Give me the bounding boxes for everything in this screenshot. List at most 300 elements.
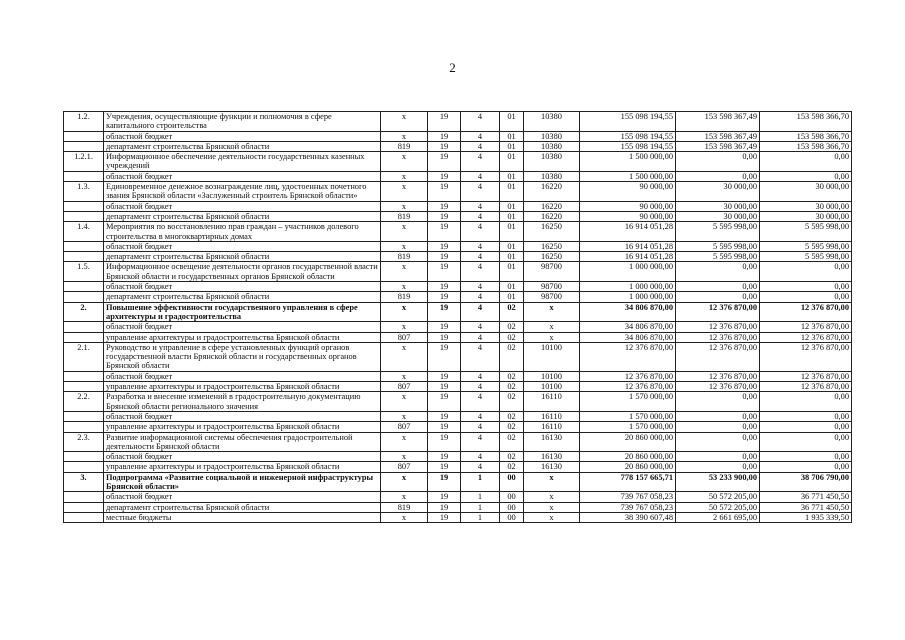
amount-year2-cell: 153 598 367,49 bbox=[676, 131, 760, 141]
grbs-code-cell: x bbox=[381, 452, 428, 462]
event-code-cell: 00 bbox=[500, 472, 524, 492]
amount-year3-cell: 30 000,00 bbox=[760, 201, 852, 211]
event-code-cell: 02 bbox=[500, 382, 524, 392]
amount-year2-cell: 0,00 bbox=[676, 392, 760, 412]
row-number-cell bbox=[64, 252, 104, 262]
table-row bbox=[64, 252, 852, 262]
subprogram-code-cell: 1 bbox=[461, 512, 500, 522]
grbs-code-cell: x bbox=[381, 342, 428, 371]
grbs-code-cell: x bbox=[381, 241, 428, 251]
row-number-cell bbox=[64, 332, 104, 342]
table-row bbox=[64, 302, 852, 322]
row-number-cell: 1.4. bbox=[64, 222, 104, 242]
budget-table-body bbox=[64, 112, 852, 523]
direction-code-cell: 16250 bbox=[524, 222, 580, 242]
subprogram-code-cell: 1 bbox=[461, 472, 500, 492]
row-name-cell: департамент строительства Брянской области bbox=[104, 211, 381, 221]
program-code-cell: 19 bbox=[428, 252, 461, 262]
amount-year2-cell: 12 376 870,00 bbox=[676, 322, 760, 332]
table-row bbox=[64, 422, 852, 432]
amount-year3-cell: 12 376 870,00 bbox=[760, 332, 852, 342]
subprogram-code-cell: 4 bbox=[461, 292, 500, 302]
subprogram-code-cell: 4 bbox=[461, 371, 500, 381]
row-number-cell bbox=[64, 292, 104, 302]
amount-year3-cell: 153 598 366,70 bbox=[760, 131, 852, 141]
direction-code-cell: 98700 bbox=[524, 282, 580, 292]
row-name-cell: Повышение эффективности государственного управления в сфере архитектуры и градостроительства bbox=[104, 302, 381, 322]
table-row bbox=[64, 222, 852, 242]
grbs-code-cell: x bbox=[381, 472, 428, 492]
event-code-cell: 02 bbox=[500, 432, 524, 452]
grbs-code-cell: x bbox=[381, 222, 428, 242]
event-code-cell: 01 bbox=[500, 211, 524, 221]
amount-year3-cell: 0,00 bbox=[760, 432, 852, 452]
program-code-cell: 19 bbox=[428, 432, 461, 452]
program-code-cell: 19 bbox=[428, 152, 461, 172]
direction-code-cell: 16220 bbox=[524, 201, 580, 211]
direction-code-cell: 10380 bbox=[524, 171, 580, 181]
table-row bbox=[64, 512, 852, 522]
event-code-cell: 00 bbox=[500, 492, 524, 502]
row-name-cell: областной бюджет bbox=[104, 282, 381, 292]
program-code-cell: 19 bbox=[428, 462, 461, 472]
program-code-cell: 19 bbox=[428, 492, 461, 502]
grbs-code-cell: x bbox=[381, 512, 428, 522]
direction-code-cell: 16220 bbox=[524, 211, 580, 221]
event-code-cell: 01 bbox=[500, 112, 524, 132]
amount-year3-cell: 12 376 870,00 bbox=[760, 302, 852, 322]
program-code-cell: 19 bbox=[428, 241, 461, 251]
amount-year1-cell: 155 098 194,55 bbox=[580, 131, 676, 141]
table-row bbox=[64, 262, 852, 282]
amount-year3-cell: 153 598 366,70 bbox=[760, 112, 852, 132]
amount-year2-cell: 0,00 bbox=[676, 422, 760, 432]
amount-year2-cell: 0,00 bbox=[676, 411, 760, 421]
table-row bbox=[64, 241, 852, 251]
row-number-cell: 2.1. bbox=[64, 342, 104, 371]
event-code-cell: 01 bbox=[500, 262, 524, 282]
event-code-cell: 01 bbox=[500, 182, 524, 202]
grbs-code-cell: 807 bbox=[381, 332, 428, 342]
event-code-cell: 02 bbox=[500, 322, 524, 332]
direction-code-cell: 10380 bbox=[524, 131, 580, 141]
grbs-code-cell: 807 bbox=[381, 382, 428, 392]
amount-year3-cell: 1 935 339,50 bbox=[760, 512, 852, 522]
event-code-cell: 01 bbox=[500, 241, 524, 251]
amount-year2-cell: 153 598 367,49 bbox=[676, 141, 760, 151]
amount-year1-cell: 778 157 665,71 bbox=[580, 472, 676, 492]
row-number-cell bbox=[64, 322, 104, 332]
amount-year2-cell: 0,00 bbox=[676, 432, 760, 452]
table-row bbox=[64, 411, 852, 421]
direction-code-cell: 98700 bbox=[524, 262, 580, 282]
subprogram-code-cell: 4 bbox=[461, 342, 500, 371]
table-row bbox=[64, 392, 852, 412]
table-row bbox=[64, 201, 852, 211]
table-row bbox=[64, 472, 852, 492]
row-number-cell: 2.2. bbox=[64, 392, 104, 412]
table-row bbox=[64, 141, 852, 151]
event-code-cell: 01 bbox=[500, 171, 524, 181]
row-name-cell: департамент строительства Брянской области bbox=[104, 502, 381, 512]
direction-code-cell: 10380 bbox=[524, 112, 580, 132]
program-code-cell: 19 bbox=[428, 302, 461, 322]
row-number-cell: 1.2. bbox=[64, 112, 104, 132]
amount-year2-cell: 5 595 998,00 bbox=[676, 222, 760, 242]
row-number-cell: 2.3. bbox=[64, 432, 104, 452]
row-name-cell: областной бюджет bbox=[104, 492, 381, 502]
table-row bbox=[64, 462, 852, 472]
amount-year1-cell: 1 570 000,00 bbox=[580, 392, 676, 412]
program-code-cell: 19 bbox=[428, 472, 461, 492]
subprogram-code-cell: 4 bbox=[461, 262, 500, 282]
direction-code-cell: x bbox=[524, 332, 580, 342]
event-code-cell: 01 bbox=[500, 131, 524, 141]
grbs-code-cell: 819 bbox=[381, 292, 428, 302]
amount-year3-cell: 0,00 bbox=[760, 262, 852, 282]
amount-year1-cell: 20 860 000,00 bbox=[580, 432, 676, 452]
amount-year1-cell: 16 914 051,28 bbox=[580, 252, 676, 262]
amount-year3-cell: 0,00 bbox=[760, 392, 852, 412]
amount-year2-cell: 0,00 bbox=[676, 292, 760, 302]
amount-year2-cell: 0,00 bbox=[676, 171, 760, 181]
row-name-cell: Учреждения, осуществляющие функции и полномочия в сфере капитального строительства bbox=[104, 112, 381, 132]
grbs-code-cell: x bbox=[381, 112, 428, 132]
amount-year1-cell: 12 376 870,00 bbox=[580, 342, 676, 371]
row-name-cell: областной бюджет bbox=[104, 322, 381, 332]
grbs-code-cell: x bbox=[381, 182, 428, 202]
subprogram-code-cell: 1 bbox=[461, 502, 500, 512]
subprogram-code-cell: 4 bbox=[461, 131, 500, 141]
amount-year3-cell: 30 000,00 bbox=[760, 211, 852, 221]
row-name-cell: Единовременное денежное вознаграждение лиц, удостоенных почетного звания Брянской области «Заслуженный строитель Брянской области» bbox=[104, 182, 381, 202]
amount-year3-cell: 5 595 998,00 bbox=[760, 222, 852, 242]
amount-year1-cell: 739 767 058,23 bbox=[580, 492, 676, 502]
grbs-code-cell: 819 bbox=[381, 141, 428, 151]
row-name-cell: управление архитектуры и градостроительства Брянской области bbox=[104, 332, 381, 342]
program-code-cell: 19 bbox=[428, 332, 461, 342]
event-code-cell: 02 bbox=[500, 392, 524, 412]
direction-code-cell: 16130 bbox=[524, 452, 580, 462]
row-number-cell bbox=[64, 131, 104, 141]
amount-year2-cell: 30 000,00 bbox=[676, 211, 760, 221]
amount-year3-cell: 12 376 870,00 bbox=[760, 371, 852, 381]
amount-year3-cell: 5 595 998,00 bbox=[760, 252, 852, 262]
row-number-cell: 1.3. bbox=[64, 182, 104, 202]
event-code-cell: 01 bbox=[500, 222, 524, 242]
grbs-code-cell: x bbox=[381, 131, 428, 141]
program-code-cell: 19 bbox=[428, 171, 461, 181]
row-name-cell: областной бюджет bbox=[104, 201, 381, 211]
amount-year2-cell: 0,00 bbox=[676, 282, 760, 292]
row-name-cell: департамент строительства Брянской области bbox=[104, 252, 381, 262]
amount-year3-cell: 38 706 790,00 bbox=[760, 472, 852, 492]
amount-year2-cell: 0,00 bbox=[676, 262, 760, 282]
page-number: 2 bbox=[449, 60, 456, 75]
row-number-cell bbox=[64, 371, 104, 381]
amount-year2-cell: 12 376 870,00 bbox=[676, 342, 760, 371]
program-code-cell: 19 bbox=[428, 131, 461, 141]
amount-year3-cell: 30 000,00 bbox=[760, 182, 852, 202]
table-row bbox=[64, 432, 852, 452]
subprogram-code-cell: 4 bbox=[461, 302, 500, 322]
subprogram-code-cell: 4 bbox=[461, 422, 500, 432]
amount-year1-cell: 739 767 058,23 bbox=[580, 502, 676, 512]
row-number-cell bbox=[64, 201, 104, 211]
program-code-cell: 19 bbox=[428, 211, 461, 221]
amount-year1-cell: 16 914 051,28 bbox=[580, 222, 676, 242]
grbs-code-cell: x bbox=[381, 262, 428, 282]
amount-year1-cell: 1 000 000,00 bbox=[580, 282, 676, 292]
program-code-cell: 19 bbox=[428, 411, 461, 421]
amount-year2-cell: 12 376 870,00 bbox=[676, 332, 760, 342]
subprogram-code-cell: 4 bbox=[461, 332, 500, 342]
subprogram-code-cell: 1 bbox=[461, 492, 500, 502]
table-row bbox=[64, 382, 852, 392]
grbs-code-cell: x bbox=[381, 302, 428, 322]
table-row bbox=[64, 182, 852, 202]
direction-code-cell: 16110 bbox=[524, 392, 580, 412]
program-code-cell: 19 bbox=[428, 282, 461, 292]
amount-year3-cell: 0,00 bbox=[760, 292, 852, 302]
amount-year1-cell: 90 000,00 bbox=[580, 201, 676, 211]
subprogram-code-cell: 4 bbox=[461, 171, 500, 181]
subprogram-code-cell: 4 bbox=[461, 282, 500, 292]
amount-year3-cell: 12 376 870,00 bbox=[760, 382, 852, 392]
row-number-cell bbox=[64, 502, 104, 512]
program-code-cell: 19 bbox=[428, 342, 461, 371]
direction-code-cell: x bbox=[524, 512, 580, 522]
subprogram-code-cell: 4 bbox=[461, 432, 500, 452]
subprogram-code-cell: 4 bbox=[461, 211, 500, 221]
program-code-cell: 19 bbox=[428, 452, 461, 462]
direction-code-cell: 10100 bbox=[524, 371, 580, 381]
amount-year3-cell: 12 376 870,00 bbox=[760, 342, 852, 371]
grbs-code-cell: 807 bbox=[381, 462, 428, 472]
direction-code-cell: 10380 bbox=[524, 141, 580, 151]
event-code-cell: 01 bbox=[500, 282, 524, 292]
program-code-cell: 19 bbox=[428, 222, 461, 242]
table-row bbox=[64, 112, 852, 132]
program-code-cell: 19 bbox=[428, 382, 461, 392]
row-number-cell bbox=[64, 171, 104, 181]
amount-year3-cell: 0,00 bbox=[760, 452, 852, 462]
amount-year3-cell: 0,00 bbox=[760, 422, 852, 432]
row-name-cell: Разработка и внесение изменений в градостроительную документацию Брянской области регионального значения bbox=[104, 392, 381, 412]
event-code-cell: 02 bbox=[500, 452, 524, 462]
row-name-cell: областной бюджет bbox=[104, 371, 381, 381]
row-number-cell: 3. bbox=[64, 472, 104, 492]
direction-code-cell: x bbox=[524, 302, 580, 322]
amount-year2-cell: 5 595 998,00 bbox=[676, 252, 760, 262]
program-code-cell: 19 bbox=[428, 322, 461, 332]
row-name-cell: управление архитектуры и градостроительства Брянской области bbox=[104, 422, 381, 432]
event-code-cell: 02 bbox=[500, 342, 524, 371]
direction-code-cell: 98700 bbox=[524, 292, 580, 302]
subprogram-code-cell: 4 bbox=[461, 112, 500, 132]
amount-year3-cell: 0,00 bbox=[760, 171, 852, 181]
amount-year3-cell: 5 595 998,00 bbox=[760, 241, 852, 251]
row-name-cell: управление архитектуры и градостроительства Брянской области bbox=[104, 382, 381, 392]
amount-year2-cell: 30 000,00 bbox=[676, 182, 760, 202]
program-code-cell: 19 bbox=[428, 502, 461, 512]
subprogram-code-cell: 4 bbox=[461, 382, 500, 392]
amount-year2-cell: 53 233 900,00 bbox=[676, 472, 760, 492]
program-code-cell: 19 bbox=[428, 182, 461, 202]
amount-year2-cell: 12 376 870,00 bbox=[676, 371, 760, 381]
row-name-cell: областной бюджет bbox=[104, 411, 381, 421]
row-name-cell: департамент строительства Брянской области bbox=[104, 141, 381, 151]
amount-year1-cell: 90 000,00 bbox=[580, 182, 676, 202]
amount-year3-cell: 0,00 bbox=[760, 152, 852, 172]
row-number-cell bbox=[64, 241, 104, 251]
amount-year1-cell: 12 376 870,00 bbox=[580, 371, 676, 381]
direction-code-cell: 10100 bbox=[524, 382, 580, 392]
subprogram-code-cell: 4 bbox=[461, 452, 500, 462]
program-code-cell: 19 bbox=[428, 292, 461, 302]
row-name-cell: Мероприятия по восстановлению прав граждан – участников долевого строительства в многоквартирных домах bbox=[104, 222, 381, 242]
amount-year1-cell: 34 806 870,00 bbox=[580, 322, 676, 332]
table-row bbox=[64, 502, 852, 512]
table-row bbox=[64, 171, 852, 181]
row-number-cell: 1.5. bbox=[64, 262, 104, 282]
row-number-cell bbox=[64, 411, 104, 421]
grbs-code-cell: x bbox=[381, 201, 428, 211]
amount-year2-cell: 50 572 205,00 bbox=[676, 492, 760, 502]
table-row bbox=[64, 211, 852, 221]
amount-year3-cell: 0,00 bbox=[760, 462, 852, 472]
program-code-cell: 19 bbox=[428, 262, 461, 282]
budget-table bbox=[63, 111, 852, 523]
table-row bbox=[64, 371, 852, 381]
event-code-cell: 02 bbox=[500, 462, 524, 472]
grbs-code-cell: 819 bbox=[381, 211, 428, 221]
program-code-cell: 19 bbox=[428, 422, 461, 432]
row-number-cell: 2. bbox=[64, 302, 104, 322]
event-code-cell: 02 bbox=[500, 332, 524, 342]
amount-year1-cell: 38 390 607,48 bbox=[580, 512, 676, 522]
row-number-cell bbox=[64, 422, 104, 432]
direction-code-cell: x bbox=[524, 322, 580, 332]
direction-code-cell: x bbox=[524, 502, 580, 512]
event-code-cell: 00 bbox=[500, 512, 524, 522]
row-name-cell: Руководство и управление в сфере установленных функций органов государственной власти Брянской области и государственных органов Брянской области bbox=[104, 342, 381, 371]
row-name-cell: областной бюджет bbox=[104, 131, 381, 141]
subprogram-code-cell: 4 bbox=[461, 201, 500, 211]
row-number-cell bbox=[64, 282, 104, 292]
grbs-code-cell: 819 bbox=[381, 502, 428, 512]
grbs-code-cell: x bbox=[381, 392, 428, 412]
amount-year3-cell: 12 376 870,00 bbox=[760, 322, 852, 332]
row-number-cell bbox=[64, 452, 104, 462]
amount-year1-cell: 1 570 000,00 bbox=[580, 411, 676, 421]
subprogram-code-cell: 4 bbox=[461, 182, 500, 202]
grbs-code-cell: x bbox=[381, 171, 428, 181]
grbs-code-cell: 819 bbox=[381, 252, 428, 262]
grbs-code-cell: 807 bbox=[381, 422, 428, 432]
event-code-cell: 02 bbox=[500, 411, 524, 421]
direction-code-cell: 10380 bbox=[524, 152, 580, 172]
amount-year1-cell: 16 914 051,28 bbox=[580, 241, 676, 251]
event-code-cell: 01 bbox=[500, 252, 524, 262]
table-row bbox=[64, 292, 852, 302]
event-code-cell: 01 bbox=[500, 201, 524, 211]
amount-year1-cell: 155 098 194,55 bbox=[580, 112, 676, 132]
amount-year1-cell: 1 500 000,00 bbox=[580, 171, 676, 181]
amount-year2-cell: 12 376 870,00 bbox=[676, 382, 760, 392]
direction-code-cell: 16220 bbox=[524, 182, 580, 202]
subprogram-code-cell: 4 bbox=[461, 241, 500, 251]
subprogram-code-cell: 4 bbox=[461, 152, 500, 172]
amount-year1-cell: 90 000,00 bbox=[580, 211, 676, 221]
amount-year3-cell: 153 598 366,70 bbox=[760, 141, 852, 151]
row-name-cell: Подпрограмма «Развитие социальной и инженерной инфраструктуры Брянской области» bbox=[104, 472, 381, 492]
row-number-cell bbox=[64, 141, 104, 151]
amount-year3-cell: 36 771 450,50 bbox=[760, 492, 852, 502]
grbs-code-cell: x bbox=[381, 322, 428, 332]
amount-year2-cell: 2 661 695,00 bbox=[676, 512, 760, 522]
table-row bbox=[64, 282, 852, 292]
table-row bbox=[64, 131, 852, 141]
amount-year2-cell: 30 000,00 bbox=[676, 201, 760, 211]
subprogram-code-cell: 4 bbox=[461, 252, 500, 262]
grbs-code-cell: x bbox=[381, 371, 428, 381]
amount-year2-cell: 0,00 bbox=[676, 462, 760, 472]
direction-code-cell: 16250 bbox=[524, 241, 580, 251]
amount-year2-cell: 5 595 998,00 bbox=[676, 241, 760, 251]
amount-year2-cell: 0,00 bbox=[676, 452, 760, 462]
amount-year1-cell: 34 806 870,00 bbox=[580, 302, 676, 322]
grbs-code-cell: x bbox=[381, 432, 428, 452]
subprogram-code-cell: 4 bbox=[461, 462, 500, 472]
row-number-cell bbox=[64, 492, 104, 502]
row-name-cell: областной бюджет bbox=[104, 171, 381, 181]
event-code-cell: 02 bbox=[500, 302, 524, 322]
event-code-cell: 02 bbox=[500, 422, 524, 432]
program-code-cell: 19 bbox=[428, 371, 461, 381]
table-row bbox=[64, 332, 852, 342]
amount-year1-cell: 12 376 870,00 bbox=[580, 382, 676, 392]
row-number-cell bbox=[64, 462, 104, 472]
amount-year1-cell: 34 806 870,00 bbox=[580, 332, 676, 342]
program-code-cell: 19 bbox=[428, 141, 461, 151]
event-code-cell: 00 bbox=[500, 502, 524, 512]
row-number-cell: 1.2.1. bbox=[64, 152, 104, 172]
event-code-cell: 02 bbox=[500, 371, 524, 381]
program-code-cell: 19 bbox=[428, 112, 461, 132]
row-name-cell: местные бюджеты bbox=[104, 512, 381, 522]
row-number-cell bbox=[64, 382, 104, 392]
subprogram-code-cell: 4 bbox=[461, 222, 500, 242]
amount-year1-cell: 20 860 000,00 bbox=[580, 452, 676, 462]
grbs-code-cell: x bbox=[381, 152, 428, 172]
program-code-cell: 19 bbox=[428, 201, 461, 211]
amount-year1-cell: 1 000 000,00 bbox=[580, 262, 676, 282]
amount-year2-cell: 12 376 870,00 bbox=[676, 302, 760, 322]
table-row bbox=[64, 322, 852, 332]
amount-year1-cell: 1 570 000,00 bbox=[580, 422, 676, 432]
row-name-cell: областной бюджет bbox=[104, 452, 381, 462]
row-number-cell bbox=[64, 512, 104, 522]
amount-year2-cell: 0,00 bbox=[676, 152, 760, 172]
amount-year3-cell: 0,00 bbox=[760, 282, 852, 292]
amount-year3-cell: 36 771 450,50 bbox=[760, 502, 852, 512]
amount-year1-cell: 1 000 000,00 bbox=[580, 292, 676, 302]
row-name-cell: департамент строительства Брянской области bbox=[104, 292, 381, 302]
table-row bbox=[64, 492, 852, 502]
event-code-cell: 01 bbox=[500, 141, 524, 151]
row-name-cell: областной бюджет bbox=[104, 241, 381, 251]
